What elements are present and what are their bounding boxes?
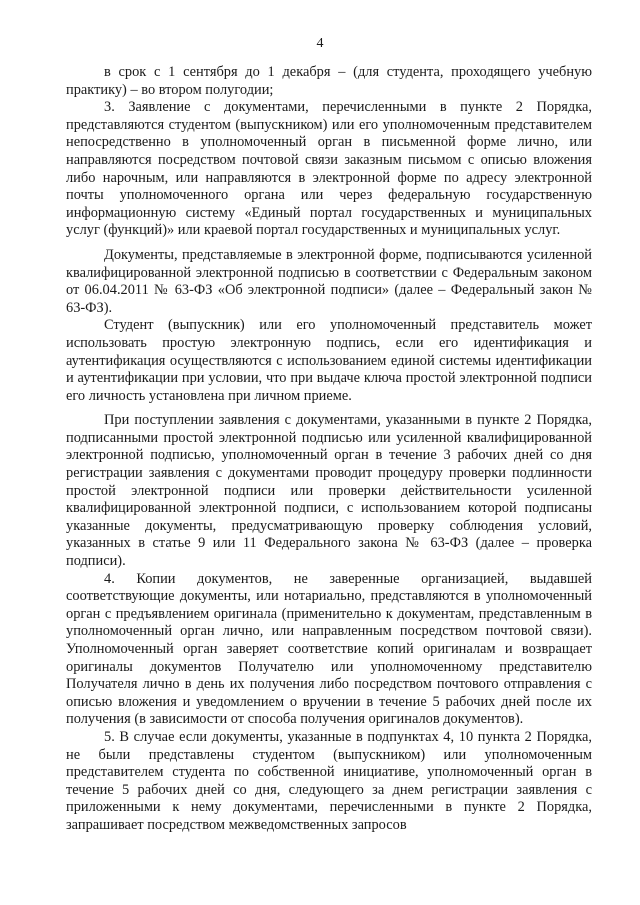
- paragraph-signature-check: При поступлении заявления с документами, указанными в пункте 2 Порядка, подписанными простой электронной подписью или усиленной квалифицированной электронной подписью, уполномоченный орган в течение 3 рабочих дней со дня регистрации заявления с документами проводит процедуру проверки подлинности простой электронной подписи или проверки действительности усиленной квалифицированной электронной подписи, с использованием которой подписаны указанные документы, предусматривающую проверку соблюдения условий, указанных в статье 9 или 11 Федерального закона № 63-ФЗ (далее – проверка подписи).: [66, 412, 592, 570]
- document-body: [66, 64, 592, 835]
- paragraph-4-copies: 4. Копии документов, не заверенные организацией, выдавшей соответствующие документы, или нотариально, представляются в уполномоченный орган с предъявлением оригинала (применительно к документам, представленным в уполномоченный орган лично, или направленным посредством почтовой связи). Уполномоченный орган заверяет соответствие копий оригиналам и возвращает оригиналы документов Получателю или уполномоченному представителю Получателя лично в день их получения либо посредством почтового отправления с описью вложения и уведомлением о вручении в течение 5 рабочих дней после их получения (в зависимости от способа получения оригиналов документов).: [66, 570, 592, 728]
- paragraph-3-submission: 3. Заявление с документами, перечисленными в пункте 2 Порядка, представляются студентом (выпускником) или его уполномоченным представителем непосредственно в уполномоченный орган в письменной форме лично, или направляются посредством почтовой связи заказным письмом с описью вложения либо нарочным, или направляются в электронной форме по адресу электронной почты уполномоченного органа или через федеральную государственную информационную систему «Единый портал государственных и муниципальных услуг (функций)» или краевой портал государственных и муниципальных услуг.: [66, 99, 592, 239]
- paragraph-simple-signature: Студент (выпускник) или его уполномоченный представитель может использовать простую электронную подпись, если его идентификация и аутентификация осуществляются с использованием единой системы идентификации и аутентификации при условии, что при выдаче ключа простой электронной подписи его личность установлена при личном приеме.: [66, 317, 592, 404]
- paragraph-continuation: в срок с 1 сентября до 1 декабря – (для студента, проходящего учебную практику) – во втором полугодии;: [66, 64, 592, 98]
- paragraph-electronic-documents: Документы, представляемые в электронной форме, подписываются усиленной квалифицированной электронной подписью в соответствии с Федеральным законом от 06.04.2011 № 63-ФЗ «Об электронной подписи» (далее – Федеральный закон № 63-ФЗ).: [66, 246, 592, 316]
- page-number: 4: [316, 36, 324, 51]
- paragraph-5-requests: 5. В случае если документы, указанные в подпунктах 4, 10 пункта 2 Порядка, не были представлены студентом (выпускником) или уполномоченным представителем студента по собственной инициативе, уполномоченный орган в течение 5 рабочих дней со дня, следующего за днем регистрации заявления с приложенными к нему документами, перечисленными в пункте 2 Порядка, запрашивает посредством межведомственных запросов: [66, 728, 592, 833]
